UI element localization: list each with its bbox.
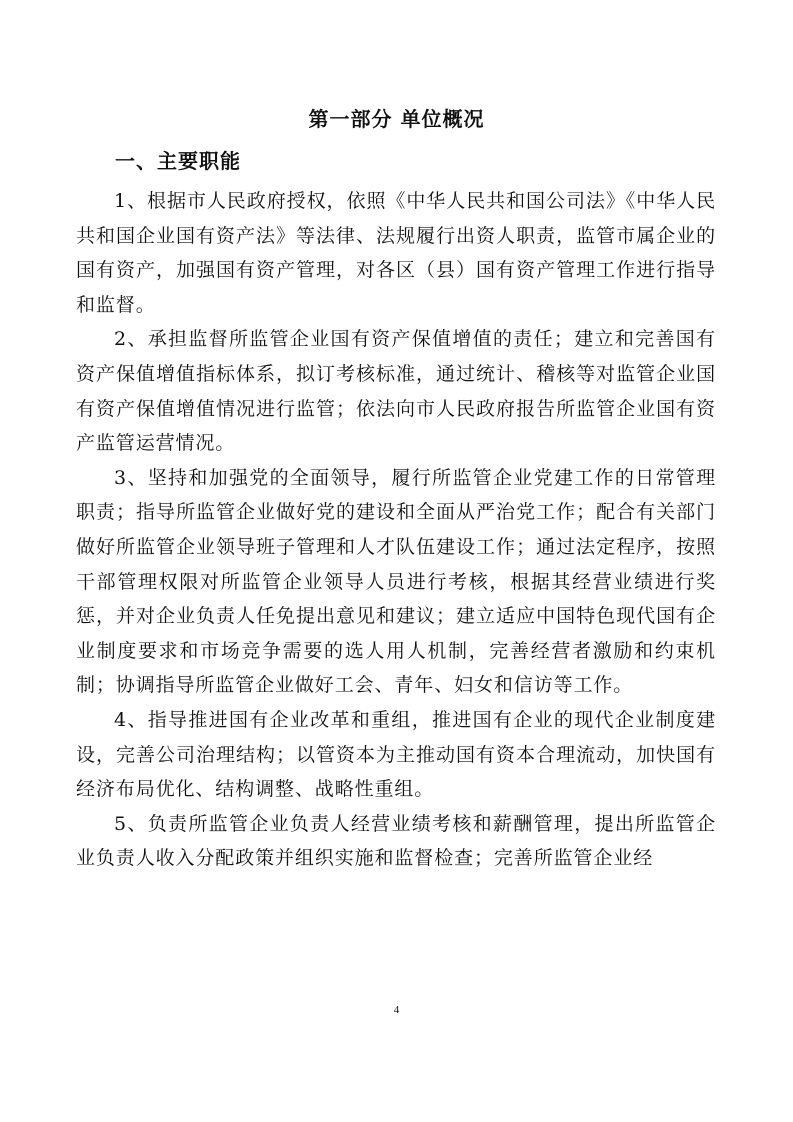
paragraph-1: 1、根据市人民政府授权，依照《中华人民共和国公司法》《中华人民共和国企业国有资产法》等法律、法规履行出资人职责，监管市属企业的国有资产，加强国有资产管理，对各区（县）国有资产管理工作进行指导和监督。 (76, 190, 716, 316)
paragraph-3: 3、坚持和加强党的全面领导，履行所监管企业党建工作的日常管理职责；指导所监管企业做好党的建设和全面从严治党工作；配合有关部门做好所监管企业领导班子管理和人才队伍建设工作；通过法定程序，按照干部管理权限对所监管企业领导人员进行考核，根据其经营业绩进行奖惩，并对企业负责人任免提出意见和建议；建立适应中国特色现代国有企业制度要求和市场竞争需要的选人用人机制，完善经营者激励和约束机制；协调指导所监管企业做好工会、青年、妇女和信访等工作。 (76, 466, 716, 697)
page-number: 4 (393, 1004, 400, 1016)
part-title: 第一部分 单位概况 (308, 107, 485, 131)
paragraph-4: 4、指导推进国有企业改革和重组，推进国有企业的现代企业制度建设，完善公司治理结构；以管资本为主推动国有资本合理流动，加快国有经济布局优化、结构调整、战略性重组。 (76, 708, 716, 801)
section-heading: 一、主要职能 (115, 149, 241, 173)
paragraph-5: 5、负责所监管企业负责人经营业绩考核和薪酬管理，提出所监管企业负责人收入分配政策并组织实施和监督检查；完善所监管企业经 (76, 812, 716, 870)
paragraph-2: 2、承担监督所监管企业国有资产保值增值的责任；建立和完善国有资产保值增值指标体系，拟订考核标准，通过统计、稽核等对监管企业国有资产保值增值情况进行监管；依法向市人民政府报告所监管企业国有资产监管运营情况。 (76, 328, 716, 455)
body-text (76, 184, 716, 876)
